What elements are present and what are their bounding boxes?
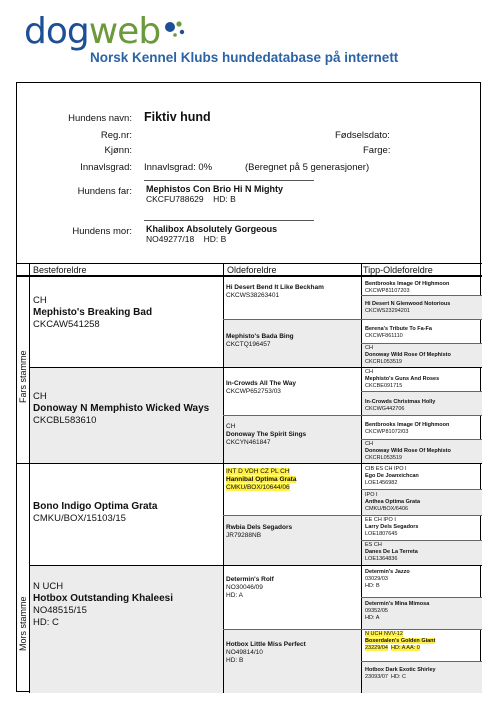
ancestor-gen1[interactable] <box>33 501 221 525</box>
ancestor-gen2[interactable] <box>226 641 359 665</box>
sire-box[interactable] <box>144 180 314 204</box>
grid-line <box>223 319 482 320</box>
pedigree-document <box>16 82 481 692</box>
ancestor-title: EE CH IPO I <box>365 517 396 523</box>
ancestor-gen3[interactable] <box>365 601 481 622</box>
ancestor-gen2[interactable] <box>226 380 359 396</box>
ancestor-name: Hannibal Optima Grata <box>226 476 297 483</box>
ancestor-title: IPO I <box>365 492 378 498</box>
ancestor-name: Hi Desert N Glenwood Notorious <box>365 301 451 307</box>
ancestor-name: Bentbrooks Image Of Highmoon <box>365 281 450 287</box>
ancestor-gen3[interactable] <box>365 281 481 295</box>
ancestor-title: CH <box>33 295 47 306</box>
ancestor-reg: 03029/03 <box>365 576 388 582</box>
ancestor-reg: 23229/04 <box>365 645 388 651</box>
dog-name-label: Hundens navn: <box>68 113 132 124</box>
ancestor-reg: CMKU/BOX/15103/15 <box>33 513 126 524</box>
grid-line <box>361 343 482 344</box>
birthdate-label: Fødselsdato: <box>335 130 390 141</box>
grid-line <box>361 439 482 440</box>
ancestor-name: Berena's Tribute To Fa-Fa <box>365 326 432 332</box>
ancestor-gen2[interactable] <box>226 423 359 447</box>
ancestor-gen3[interactable] <box>365 345 481 366</box>
ancestor-name: Mephisto's Bada Bing <box>226 333 294 340</box>
ancestor-hd: HD: B <box>226 657 244 664</box>
grid-line <box>223 629 482 630</box>
ancestor-gen3[interactable] <box>365 667 481 681</box>
ancestor-name: Anthea Optima Grata <box>365 499 421 505</box>
grid-line <box>361 391 482 392</box>
ancestor-gen2[interactable] <box>226 284 359 300</box>
grid-line <box>17 276 482 277</box>
ancestor-gen2[interactable] <box>226 468 359 492</box>
sire-hd: HD: B <box>213 194 236 204</box>
ancestor-gen3[interactable] <box>365 631 481 652</box>
logo-web-text: web <box>88 11 161 52</box>
ancestor-title: CH <box>365 345 373 351</box>
ancestor-reg: CKCAW541258 <box>33 319 100 330</box>
ancestor-title: CIB ES CH IPO I <box>365 466 407 472</box>
dam-label: Hundens mor: <box>72 226 132 237</box>
dam-hd: HD: B <box>203 234 227 244</box>
ancestor-gen3[interactable] <box>365 466 481 487</box>
dam-reg: NO49277/18 <box>146 234 195 244</box>
grid-line <box>223 415 482 416</box>
ancestor-title: CH <box>365 441 373 447</box>
col-besteforeldre: Besteforeldre <box>33 265 87 275</box>
ancestor-reg: CKCRL053519 <box>365 359 402 365</box>
ancestor-title: INT D VDH CZ PL CH <box>226 468 290 475</box>
ancestor-gen3[interactable] <box>365 399 481 413</box>
inbreeding-value: Innavlsgrad: 0% <box>144 162 213 173</box>
regnr-label: Reg.nr: <box>100 130 132 141</box>
ancestor-hd: HD: C <box>33 617 59 628</box>
ancestor-name: Bono Indigo Optima Grata <box>33 501 158 512</box>
ancestor-reg: CKCWS23294201 <box>365 308 410 314</box>
ancestor-name: Donoway Wild Rose Of Mephisto <box>365 352 451 358</box>
logo-dog-text: dog <box>24 11 89 52</box>
ancestor-name: Donoway The Spirit Sings <box>226 431 307 438</box>
ancestor-gen3[interactable] <box>365 301 481 315</box>
ancestor-name: Donoway Wild Rose Of Mephisto <box>365 448 451 454</box>
ancestor-gen2[interactable] <box>226 576 359 600</box>
ancestor-name: In-Crowds All The Way <box>226 380 296 387</box>
ancestor-reg: NO30046/09 <box>226 584 263 591</box>
ancestor-gen1[interactable] <box>33 295 221 331</box>
ancestor-reg: 09352/05 <box>365 608 388 614</box>
ancestor-name: Hotbox Little Miss Perfect <box>226 641 306 648</box>
ancestor-name: In-Crowds Christmas Holly <box>365 399 436 405</box>
mors-stamme-label: Mors stamme <box>18 596 28 651</box>
ancestor-reg: CKCWG442706 <box>365 406 405 412</box>
ancestor-name: Determin's Jazzo <box>365 569 410 575</box>
gender-label: Kjønn: <box>104 145 132 156</box>
grid-line <box>223 515 482 516</box>
grid-line <box>17 463 482 464</box>
sire-label: Hundens far: <box>77 186 132 197</box>
grid-line <box>29 263 30 693</box>
ancestor-reg: CKCBL583610 <box>33 415 97 426</box>
ancestor-hd: HD: A <box>226 592 243 599</box>
ancestor-gen3[interactable] <box>365 326 481 340</box>
ancestor-reg: NO49814/10 <box>226 649 263 656</box>
inbreeding-note: (Beregnet på 5 generasjoner) <box>245 162 370 173</box>
sire-reg: CKCFU788629 <box>146 194 204 204</box>
col-oldeforeldre: Oldeforeldre <box>227 265 277 275</box>
ancestor-gen3[interactable] <box>365 542 481 563</box>
dam-name: Khalibox Absolutely Gorgeous <box>146 224 278 234</box>
ancestor-reg: CKCWP652753/03 <box>226 388 281 395</box>
ancestor-title: CH <box>365 369 373 375</box>
ancestor-name: Rwbia Dels Segadors <box>226 524 293 531</box>
ancestor-hd: HD: A <box>365 615 380 621</box>
pedigree-grid <box>17 263 482 693</box>
ancestor-reg: CKCWP81072/03 <box>365 429 409 435</box>
dam-box[interactable] <box>144 220 314 244</box>
ancestor-name: Hotbox Outstanding Khaleesi <box>33 593 174 604</box>
ancestor-name: Determin's Mina Mimosa <box>365 601 430 607</box>
ancestor-gen3[interactable] <box>365 369 481 390</box>
ancestor-reg: LOE1364836 <box>365 556 398 562</box>
color-label: Farge: <box>363 145 391 156</box>
ancestor-name: Hotbox Dark Exotic Shirley <box>365 667 436 673</box>
ancestor-gen3[interactable] <box>365 517 481 538</box>
ancestor-reg: CMKU/BOX/6406 <box>365 506 409 512</box>
ancestor-hd: HD: C <box>391 674 406 680</box>
ancestor-title: CH <box>33 391 47 402</box>
ancestor-title: ES CH <box>365 542 382 548</box>
ancestor-name: Ego De Joanxichcan <box>365 473 419 479</box>
fars-stamme-label: Fars stamme <box>18 350 28 403</box>
ancestor-reg: CKCWS38263401 <box>226 292 280 299</box>
ancestor-name: Mephisto's Guns And Roses <box>365 376 440 382</box>
site-tagline: Norsk Kennel Klubs hundedatabase på internett <box>90 50 399 65</box>
ancestor-gen2[interactable] <box>226 333 359 349</box>
dog-name: Fiktiv hund <box>144 110 211 124</box>
ancestor-reg: LOE1456982 <box>365 480 398 486</box>
ancestor-reg: CKCYN461847 <box>226 439 271 446</box>
ancestor-name: Donoway N Memphisto Wicked Ways <box>33 403 210 414</box>
ancestor-gen1[interactable] <box>33 581 221 629</box>
inbreeding-label: Innavlsgrad: <box>80 162 132 173</box>
shade-cell <box>224 515 361 565</box>
ancestor-name: Determin's Rolf <box>226 576 274 583</box>
ancestor-name: Bentbrooks Image Of Highmoon <box>365 422 450 428</box>
ancestor-gen3[interactable] <box>365 569 481 590</box>
logo-dots-icon <box>162 18 192 48</box>
ancestor-reg: CKCBE091715 <box>365 383 403 389</box>
ancestor-reg: 23093/07 <box>365 674 388 680</box>
ancestor-gen2[interactable] <box>226 524 359 540</box>
ancestor-gen3[interactable] <box>365 492 481 513</box>
ancestor-reg: CKCWP81107203 <box>365 288 410 294</box>
ancestor-gen1[interactable] <box>33 391 221 427</box>
ancestor-name: Danes De La Terreta <box>365 549 418 555</box>
ancestor-gen3[interactable] <box>365 422 481 436</box>
ancestor-reg: CMKU/BOX/10644/06 <box>226 484 290 491</box>
ancestor-reg: JR79288NB <box>226 532 262 539</box>
ancestor-reg: CKCRL053519 <box>365 455 402 461</box>
ancestor-name: Larry Dels Segadors <box>365 524 419 530</box>
ancestor-reg: CKCWF861110 <box>365 333 403 339</box>
ancestor-name: Mephisto's Breaking Bad <box>33 307 153 318</box>
ancestor-title: N UCH <box>33 581 64 592</box>
ancestor-name: Hi Desert Bend It Like Beckham <box>226 284 324 291</box>
ancestor-reg: CKCTQ196457 <box>226 341 271 348</box>
grid-line <box>29 565 482 566</box>
col-tipp-oldeforeldre: Tipp-Oldeforeldre <box>363 265 433 275</box>
ancestor-gen3[interactable] <box>365 441 481 462</box>
sire-name: Mephistos Con Brio Hi N Mighty <box>146 184 283 194</box>
grid-line <box>361 597 482 598</box>
grid-line <box>361 540 482 541</box>
grid-line <box>361 489 482 490</box>
site-header <box>22 12 492 72</box>
dogweb-logo[interactable] <box>24 12 160 52</box>
ancestor-hd: HD: A AA: 0 <box>391 645 420 651</box>
ancestor-reg: NO48515/15 <box>33 605 87 616</box>
ancestor-name: Boxerdalen's Golden Giant <box>365 638 436 644</box>
ancestor-hd: HD: B <box>365 583 380 589</box>
ancestor-title: CH <box>226 423 236 430</box>
ancestor-title: N UCH NVV-12 <box>365 631 403 637</box>
grid-line <box>29 367 482 368</box>
grid-line <box>361 295 482 296</box>
grid-line <box>361 661 482 662</box>
ancestor-reg: LOE1807645 <box>365 531 398 537</box>
